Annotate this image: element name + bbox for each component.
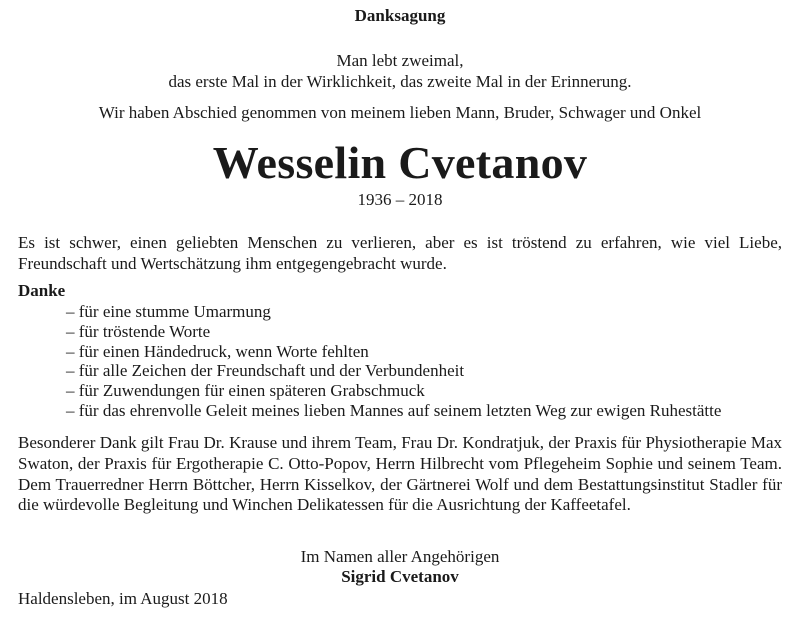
signature-line: Im Namen aller Angehörigen	[300, 547, 500, 566]
deceased-name: Wesselin Cvetanov	[212, 137, 588, 188]
list-item: – für eine stumme Umarmung	[66, 302, 271, 321]
danke-heading: Danke	[18, 281, 66, 300]
gratitude-paragraph: Es ist schwer, einen geliebten Menschen zu verlieren, aber es ist tröstend zu erfahren, wie viel Liebe, Freundschaft und Wertschätzung ihm entgegengebracht wurde.	[18, 233, 782, 273]
list-item: – für tröstende Worte	[66, 321, 211, 341]
motto-line: das erste Mal in der Wirklichkeit, das zweite Mal in der Erinnerung.	[168, 72, 632, 91]
intro-text: Wir haben Abschied genommen von meinem lieben Mann, Bruder, Schwager und Onkel	[98, 103, 702, 122]
list-item: – für das ehrenvolle Geleit meines lieben Mannes auf seinem letzten Weg zur ewigen Ruhestätte	[66, 400, 722, 420]
special-thanks-paragraph: Besonderer Dank gilt Frau Dr. Krause und ihrem Team, Frau Dr. Kondratjuk, der Praxis für Physiotherapie Max Swaton, der Praxis für Ergotherapie C. Otto-Popov, Herrn Hilbrecht vom Pflegeheim Sophie und seinem Team. Dem Trauerredner Herrn Böttcher, Herrn Kisselkov, der Gärtnerei Wolf und dem Bestattungsinstitut Stadler für die würdevolle Begleitung und Winchen Delikatessen für die Ausrichtung der Kaffeetafel.	[18, 433, 782, 515]
place-date: Haldensleben, im August 2018	[18, 589, 228, 608]
motto-quote	[0, 50, 800, 92]
list-item: – für einen Händedruck, wenn Worte fehlten	[66, 341, 369, 361]
notice-title: Danksagung	[354, 6, 446, 25]
signature-name: Sigrid Cvetanov	[341, 567, 459, 586]
list-item: – für alle Zeichen der Freundschaft und der Verbundenheit	[66, 361, 465, 381]
list-item: – für Zuwendungen für einen späteren Grabschmuck	[66, 381, 425, 401]
life-years: 1936 – 2018	[357, 190, 443, 209]
motto-line: Man lebt zweimal,	[336, 51, 464, 70]
danke-list	[66, 302, 721, 421]
